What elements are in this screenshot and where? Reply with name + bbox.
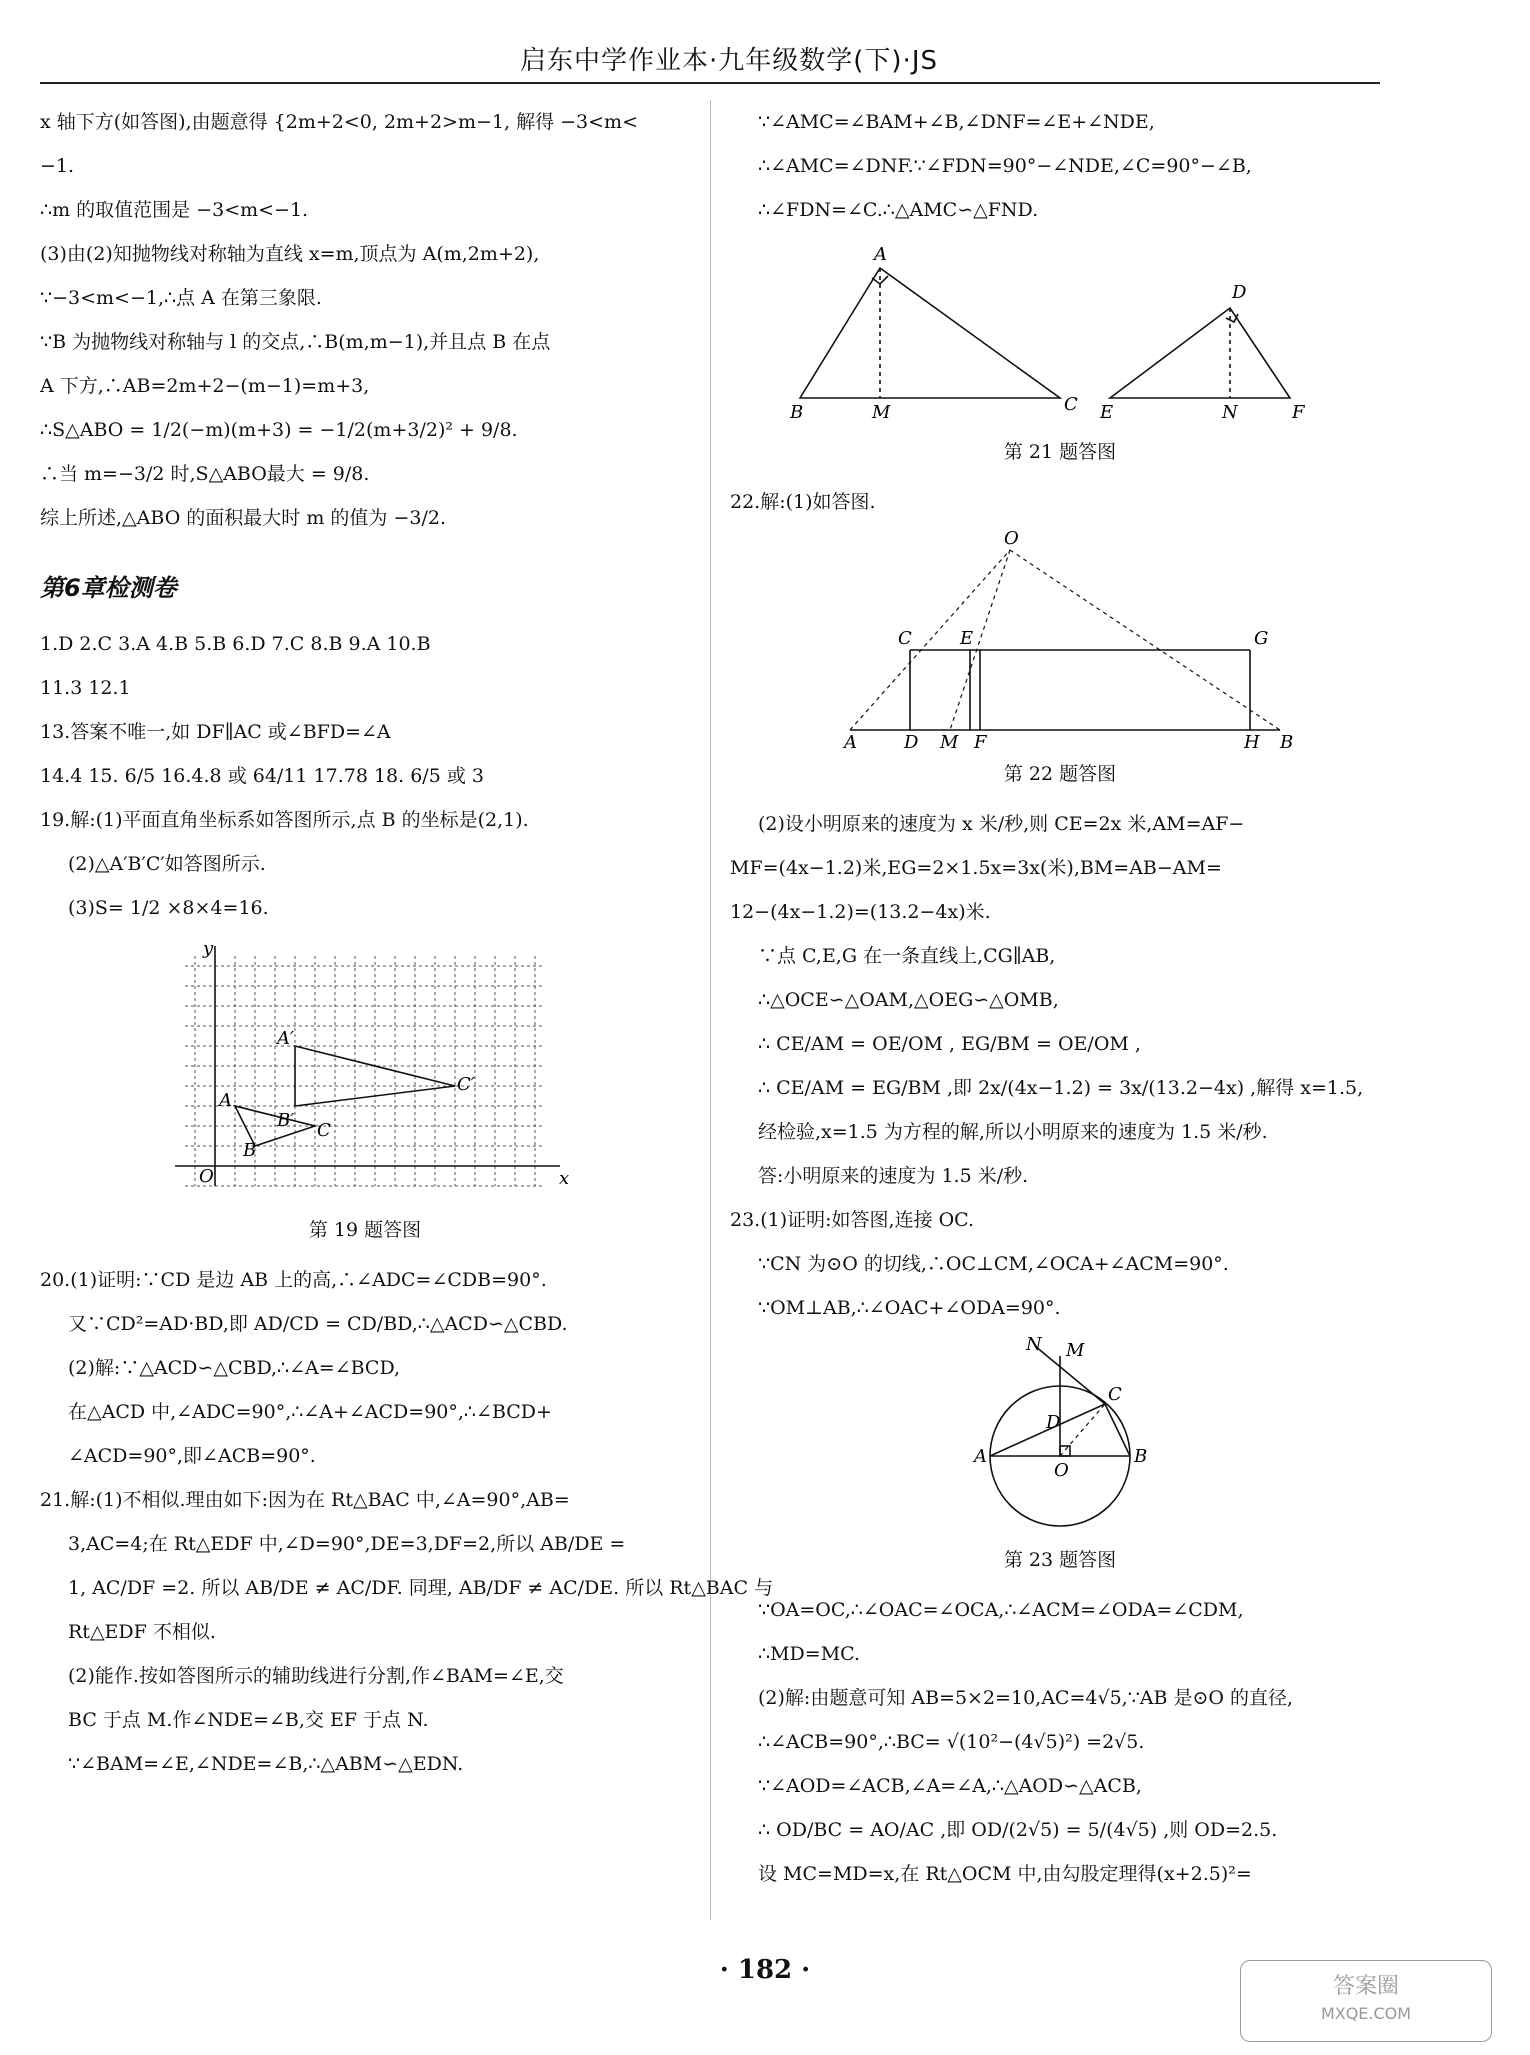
figure-21-triangles [760, 238, 1360, 428]
svg-text:D: D [904, 732, 919, 750]
svg-text:B: B [243, 1140, 257, 1161]
svg-text:A: A [874, 244, 887, 265]
svg-text:C: C [317, 1120, 331, 1141]
svg-text:B: B [790, 402, 804, 423]
watermark-logo [1240, 1960, 1492, 2042]
watermark-url: MXQE.COM [1320, 2004, 1412, 2023]
svg-text:A: A [219, 1090, 232, 1111]
figure-19-grid [155, 936, 575, 1206]
text-line: −1. [40, 155, 75, 177]
svg-text:N: N [1026, 1336, 1042, 1355]
answer-line: (2)能作.按如答图所示的辅助线进行分割,作∠BAM=∠E,交 [68, 1665, 564, 1687]
figure-19-caption: 第 19 题答图 [308, 1219, 422, 1241]
svg-text:N: N [1222, 402, 1238, 423]
svg-text:O: O [1004, 530, 1019, 549]
svg-text:M: M [940, 732, 959, 750]
svg-text:A′: A′ [277, 1028, 295, 1049]
text-line: ∴ CE/AM = OE/OM , EG/BM = OE/OM , [758, 1033, 1141, 1055]
svg-text:M: M [872, 402, 891, 423]
text-line: ∴m 的取值范围是 −3<m<−1. [40, 199, 309, 221]
answer-line: (2)△A′B′C′如答图所示. [68, 853, 266, 875]
running-header [40, 34, 1380, 84]
svg-text:D: D [1232, 282, 1247, 303]
svg-text:D: D [1046, 1412, 1061, 1433]
answer-line: 20.(1)证明:∵CD 是边 AB 上的高,∴∠ADC=∠CDB=90°. [40, 1269, 547, 1291]
answer-line: ∠ACD=90°,即∠ACB=90°. [68, 1445, 316, 1467]
text-line: ∵OM⊥AB,∴∠OAC+∠ODA=90°. [758, 1297, 1061, 1319]
text-line: (2)设小明原来的速度为 x 米/秒,则 CE=2x 米,AM=AF− [758, 813, 1245, 835]
text-line: ∵点 C,E,G 在一条直线上,CG∥AB, [758, 945, 1056, 967]
answer-line: 1.D 2.C 3.A 4.B 5.B 6.D 7.C 8.B 9.A 10.B [40, 633, 431, 655]
answer-line: 14.4 15. 6/5 16.4.8 或 64/11 17.78 18. 6/5 或 3 [40, 765, 484, 787]
text-line: 23.(1)证明:如答图,连接 OC. [730, 1209, 975, 1231]
figure-22-caption: 第 22 题答图 [1003, 763, 1117, 785]
svg-text:F: F [974, 732, 987, 750]
answer-line: Rt△EDF 不相似. [68, 1621, 216, 1643]
column-divider [710, 100, 711, 1920]
text-line: ∵−3<m<−1,∴点 A 在第三象限. [40, 287, 322, 309]
answer-line: 11.3 12.1 [40, 677, 131, 699]
svg-text:F: F [1292, 402, 1305, 423]
watermark-text: 答案圈 [1332, 1974, 1399, 1999]
text-line: ∵CN 为⊙O 的切线,∴OC⊥CM,∠OCA+∠ACM=90°. [758, 1253, 1229, 1275]
svg-text:O: O [1054, 1460, 1069, 1481]
svg-text:C: C [898, 628, 912, 649]
answer-line: 19.解:(1)平面直角坐标系如答图所示,点 B 的坐标是(2,1). [40, 809, 529, 831]
svg-text:G: G [1254, 628, 1269, 649]
answer-line: 13.答案不唯一,如 DF∥AC 或∠BFD=∠A [40, 721, 391, 743]
figure-23-caption: 第 23 题答图 [1003, 1549, 1117, 1571]
answer-line: BC 于点 M.作∠NDE=∠B,交 EF 于点 N. [68, 1709, 429, 1731]
text-line: ∴S△ABO = 1/2(−m)(m+3) = −1/2(m+3/2)² + 9/8. [40, 419, 518, 441]
text-line: ∴当 m=−3/2 时,S△ABO最大 = 9/8. [40, 463, 370, 485]
svg-text:y: y [203, 938, 214, 959]
text-line: ∴△OCE∽△OAM,△OEG∽△OMB, [758, 989, 1059, 1011]
svg-text:A: A [974, 1446, 987, 1467]
answer-line: 又∵CD²=AD·BD,即 AD/CD = CD/BD,∴△ACD∽△CBD. [68, 1313, 568, 1335]
text-line: ∴MD=MC. [758, 1643, 861, 1665]
section-title: 第6章检测卷 [40, 574, 177, 602]
svg-text:B: B [1134, 1446, 1148, 1467]
left-column [40, 100, 774, 1786]
text-line: ∴ CE/AM = EG/BM ,即 2x/(4x−1.2) = 3x/(13.2−4x) ,解得 x=1.5, [758, 1077, 1364, 1099]
svg-text:C: C [1108, 1384, 1122, 1405]
text-line: ∵∠AMC=∠BAM+∠B,∠DNF=∠E+∠NDE, [758, 111, 1155, 133]
page-number: · 182 · [719, 1955, 811, 1985]
answer-line: 在△ACD 中,∠ADC=90°,∴∠A+∠ACD=90°,∴∠BCD+ [68, 1401, 552, 1423]
text-line: (3)由(2)知抛物线对称轴为直线 x=m,顶点为 A(m,2m+2), [40, 243, 540, 265]
text-line: ∵∠AOD=∠ACB,∠A=∠A,∴△AOD∽△ACB, [758, 1775, 1142, 1797]
text-line: ∴∠ACB=90°,∴BC= √(10²−(4√5)²) =2√5. [758, 1731, 1145, 1753]
text-line: 经检验,x=1.5 为方程的解,所以小明原来的速度为 1.5 米/秒. [758, 1121, 1268, 1143]
text-line: (2)解:由题意可知 AB=5×2=10,AC=4√5,∵AB 是⊙O 的直径, [758, 1687, 1294, 1709]
text-line: 综上所述,△ABO 的面积最大时 m 的值为 −3/2. [40, 507, 446, 529]
svg-text:E: E [960, 628, 974, 649]
text-line: 12−(4x−1.2)=(13.2−4x)米. [730, 901, 991, 923]
figure-22-lamp-diagram [760, 530, 1360, 750]
text-line: ∴∠FDN=∠C.∴△AMC∽△FND. [758, 199, 1039, 221]
svg-text:C′: C′ [457, 1074, 475, 1095]
text-line: ∴ OD/BC = AO/AC ,即 OD/(2√5) = 5/(4√5) ,则 OD=2.5. [758, 1819, 1278, 1841]
answer-line: (2)解:∵△ACD∽△CBD,∴∠A=∠BCD, [68, 1357, 401, 1379]
text-line: 答:小明原来的速度为 1.5 米/秒. [758, 1165, 1029, 1187]
answer-line: (3)S= 1/2 ×8×4=16. [68, 897, 269, 919]
text-line: 设 MC=MD=x,在 Rt△OCM 中,由勾股定理得(x+2.5)²= [758, 1863, 1252, 1885]
answer-line: 21.解:(1)不相似.理由如下:因为在 Rt△BAC 中,∠A=90°,AB= [40, 1489, 570, 1511]
svg-text:A: A [844, 732, 857, 750]
svg-text:B: B [1280, 732, 1294, 750]
text-line: 22.解:(1)如答图. [730, 491, 876, 513]
answer-line: 3,AC=4;在 Rt△EDF 中,∠D=90°,DE=3,DF=2,所以 AB/DE = [68, 1533, 626, 1555]
figure-23-circle [930, 1336, 1190, 1536]
header-title: 启东中学作业本·九年级数学(下)·JS [520, 46, 938, 76]
text-line: A 下方,∴AB=2m+2−(m−1)=m+3, [40, 375, 370, 397]
text-line: ∴∠AMC=∠DNF.∵∠FDN=90°−∠NDE,∠C=90°−∠B, [758, 155, 1252, 177]
text-line: ∵B 为抛物线对称轴与 l 的交点,∴B(m,m−1),并且点 B 在点 [40, 331, 551, 353]
text-line: x 轴下方(如答图),由题意得 {2m+2<0, 2m+2>m−1, 解得 −3<m< [40, 111, 638, 133]
svg-text:C: C [1064, 394, 1078, 415]
svg-text:O: O [199, 1166, 214, 1187]
svg-text:E: E [1100, 402, 1114, 423]
figure-21-caption: 第 21 题答图 [1003, 441, 1117, 463]
text-line: ∵OA=OC,∴∠OAC=∠OCA,∴∠ACM=∠ODA=∠CDM, [758, 1599, 1244, 1621]
answer-line: ∵∠BAM=∠E,∠NDE=∠B,∴△ABM∽△EDN. [68, 1753, 464, 1775]
right-column [730, 100, 1390, 1896]
svg-text:H: H [1244, 732, 1260, 750]
svg-text:B′: B′ [277, 1110, 295, 1131]
text-line: MF=(4x−1.2)米,EG=2×1.5x=3x(米),BM=AB−AM= [730, 857, 1222, 879]
svg-text:x: x [559, 1168, 570, 1189]
answer-line: 1, AC/DF =2. 所以 AB/DE ≠ AC/DF. 同理, AB/DF ≠ AC/DE. 所以 Rt△BAC 与 [68, 1577, 774, 1599]
svg-text:M: M [1066, 1340, 1085, 1361]
